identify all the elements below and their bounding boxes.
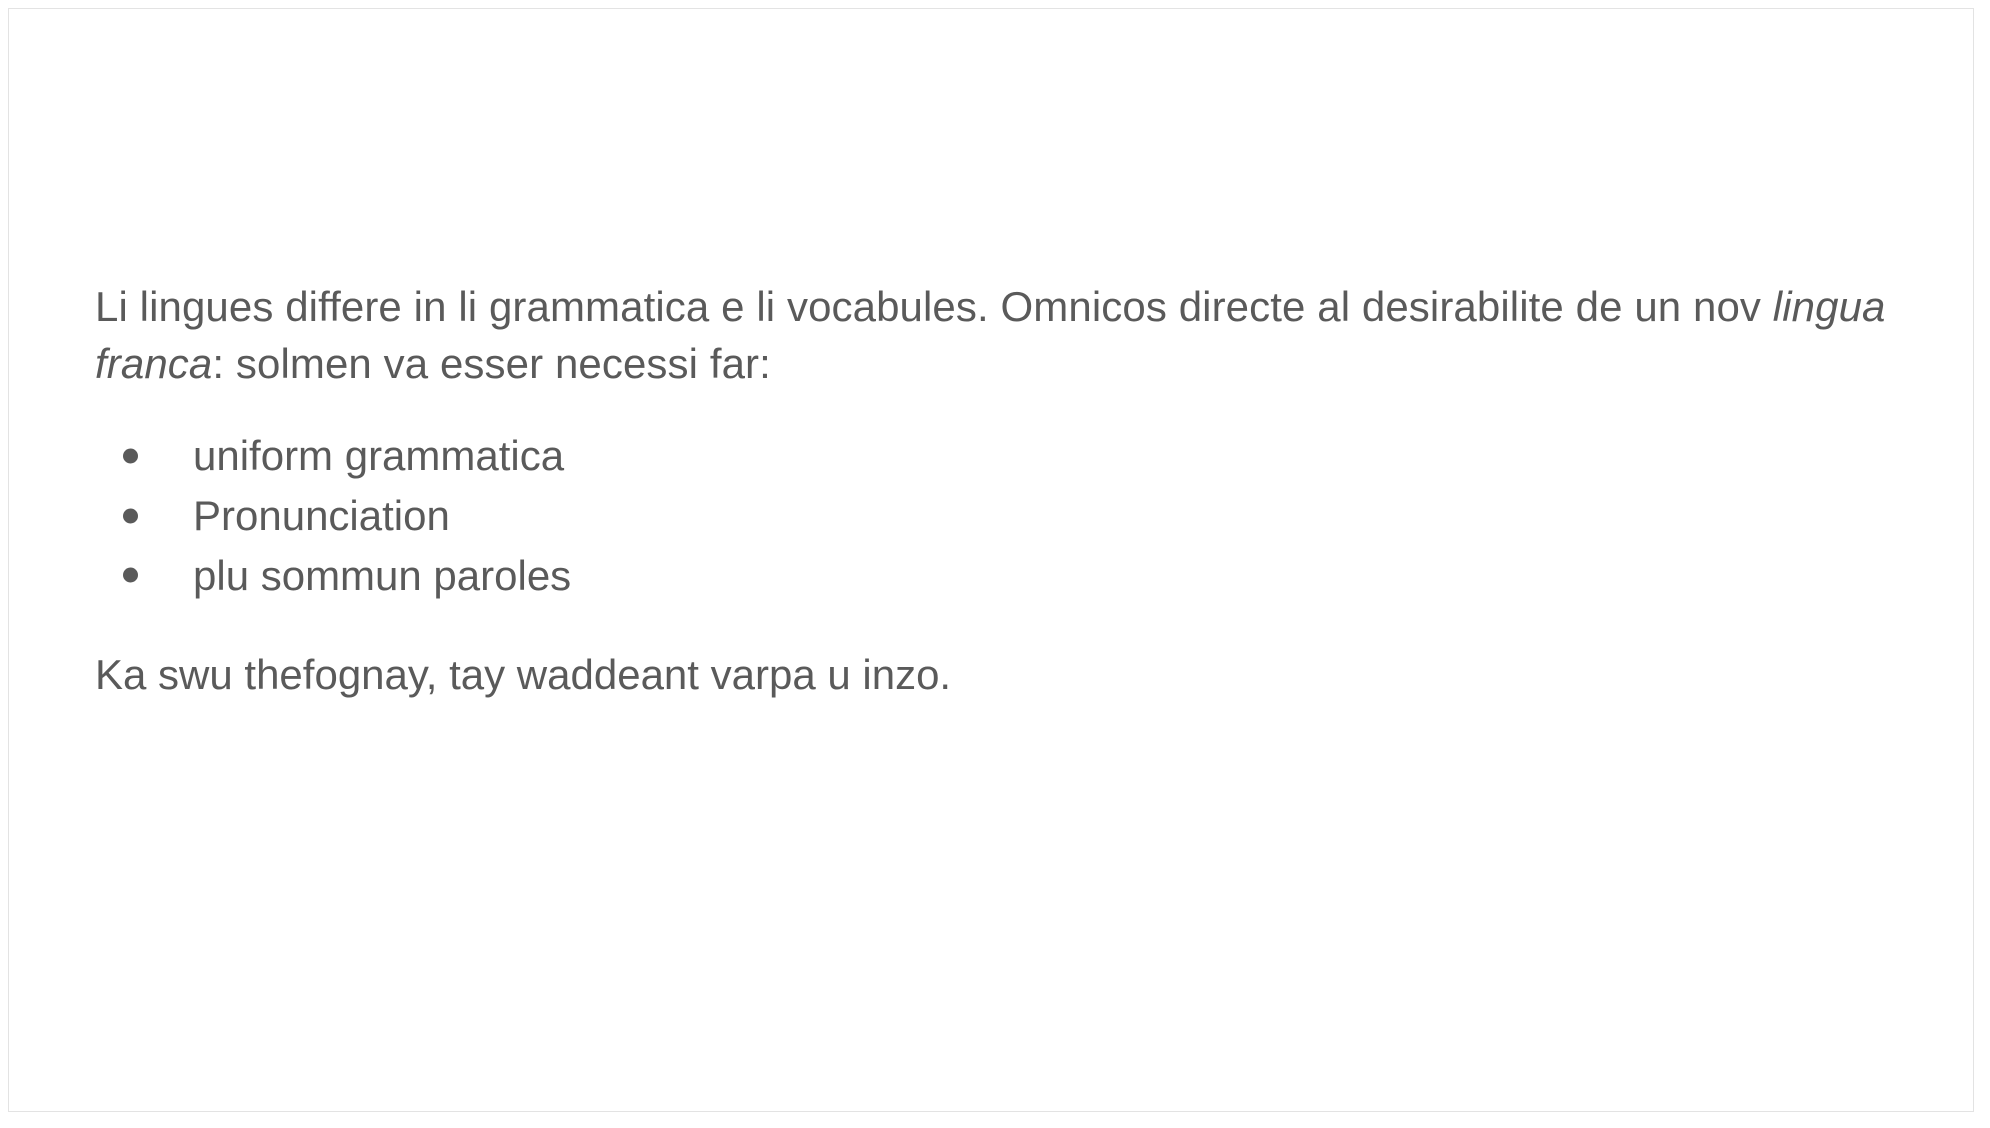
bullet-list: [95, 426, 1905, 605]
intro-paragraph: [95, 279, 1905, 392]
list-item-label: Pronunciation: [193, 492, 450, 539]
bullet-dot-icon: [123, 449, 138, 464]
list-item: [95, 546, 1905, 606]
intro-text-before: Li lingues differe in li grammatica e li vocabules. Omnicos directe al desirabilite de un nov: [95, 283, 1773, 330]
slide-canvas: [8, 8, 1974, 1112]
bullet-dot-icon: [123, 568, 138, 583]
bullet-dot-icon: [123, 508, 138, 523]
intro-text-after: : solmen va esser necessi far:: [212, 339, 771, 387]
list-item-label: uniform grammatica: [193, 432, 565, 480]
list-item: [95, 486, 1905, 546]
intro-text-italic: lingua franca: [95, 283, 1886, 387]
list-item: [95, 426, 1905, 486]
closing-paragraph: Ka swu thefognay, tay waddeant varpa u inzo.: [95, 651, 952, 699]
slide-content: [95, 279, 1905, 704]
list-item-label: plu sommun paroles: [193, 551, 572, 599]
